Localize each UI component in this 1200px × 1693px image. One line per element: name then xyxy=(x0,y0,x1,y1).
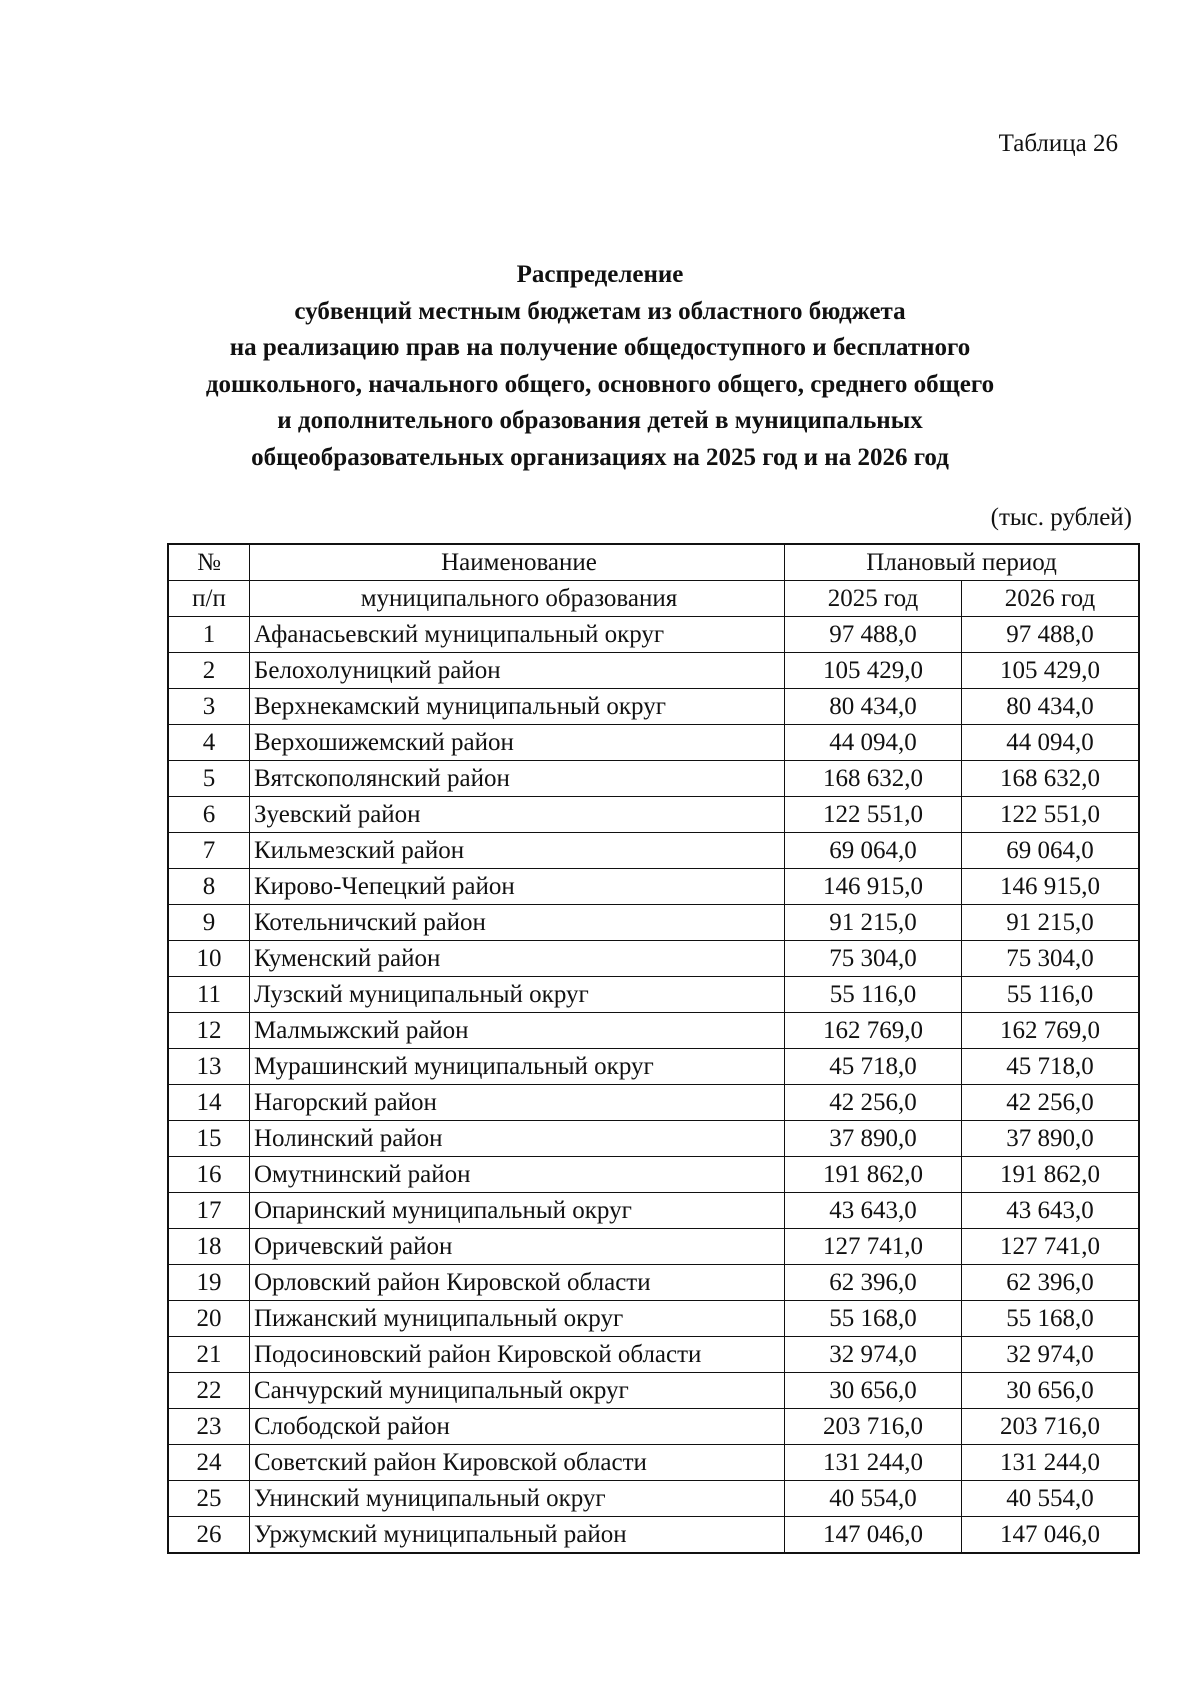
row-number: 17 xyxy=(168,1193,250,1229)
row-municipality-name: Опаринский муниципальный округ xyxy=(250,1193,785,1229)
row-value-2025: 203 716,0 xyxy=(785,1409,962,1445)
row-municipality-name: Унинский муниципальный округ xyxy=(250,1481,785,1517)
row-municipality-name: Пижанский муниципальный округ xyxy=(250,1301,785,1337)
units-label: (тыс. рублей) xyxy=(990,504,1132,531)
row-municipality-name: Уржумский муниципальный район xyxy=(250,1517,785,1554)
table-row xyxy=(168,725,1139,761)
heading-line: субвенций местным бюджетам из областного бюджета xyxy=(294,297,906,325)
header-name-line1: Наименование xyxy=(250,544,785,581)
table-row xyxy=(168,869,1139,905)
table-row xyxy=(168,1085,1139,1121)
row-value-2026: 62 396,0 xyxy=(962,1265,1140,1301)
header-name-line2: муниципального образования xyxy=(250,581,785,617)
table-row xyxy=(168,1337,1139,1373)
table-row xyxy=(168,1193,1139,1229)
row-municipality-name: Орловский район Кировской области xyxy=(250,1265,785,1301)
row-number: 22 xyxy=(168,1373,250,1409)
row-value-2025: 147 046,0 xyxy=(785,1517,962,1554)
row-value-2025: 32 974,0 xyxy=(785,1337,962,1373)
header-year-2026: 2026 год xyxy=(962,581,1140,617)
row-value-2026: 91 215,0 xyxy=(962,905,1140,941)
table-row xyxy=(168,1445,1139,1481)
table-row xyxy=(168,1013,1139,1049)
row-value-2025: 40 554,0 xyxy=(785,1481,962,1517)
row-value-2026: 122 551,0 xyxy=(962,797,1140,833)
row-municipality-name: Омутнинский район xyxy=(250,1157,785,1193)
table-row xyxy=(168,833,1139,869)
row-number: 3 xyxy=(168,689,250,725)
row-municipality-name: Куменский район xyxy=(250,941,785,977)
table-row xyxy=(168,1517,1139,1554)
row-value-2025: 191 862,0 xyxy=(785,1157,962,1193)
row-value-2025: 91 215,0 xyxy=(785,905,962,941)
subvention-table xyxy=(167,543,1140,1554)
row-value-2026: 97 488,0 xyxy=(962,617,1140,653)
row-value-2025: 44 094,0 xyxy=(785,725,962,761)
row-municipality-name: Оричевский район xyxy=(250,1229,785,1265)
row-municipality-name: Нолинский район xyxy=(250,1121,785,1157)
row-value-2025: 146 915,0 xyxy=(785,869,962,905)
table-row xyxy=(168,905,1139,941)
row-value-2026: 69 064,0 xyxy=(962,833,1140,869)
row-municipality-name: Мурашинский муниципальный округ xyxy=(250,1049,785,1085)
row-value-2025: 122 551,0 xyxy=(785,797,962,833)
row-value-2025: 43 643,0 xyxy=(785,1193,962,1229)
row-municipality-name: Слободской район xyxy=(250,1409,785,1445)
row-value-2025: 37 890,0 xyxy=(785,1121,962,1157)
row-number: 11 xyxy=(168,977,250,1013)
row-value-2026: 147 046,0 xyxy=(962,1517,1140,1554)
row-value-2025: 55 116,0 xyxy=(785,977,962,1013)
row-municipality-name: Кирово-Чепецкий район xyxy=(250,869,785,905)
row-value-2025: 75 304,0 xyxy=(785,941,962,977)
row-number: 12 xyxy=(168,1013,250,1049)
row-number: 25 xyxy=(168,1481,250,1517)
row-number: 21 xyxy=(168,1337,250,1373)
row-municipality-name: Вятскополянский район xyxy=(250,761,785,797)
row-value-2026: 75 304,0 xyxy=(962,941,1140,977)
row-value-2025: 168 632,0 xyxy=(785,761,962,797)
row-municipality-name: Котельничский район xyxy=(250,905,785,941)
row-value-2026: 131 244,0 xyxy=(962,1445,1140,1481)
table-row xyxy=(168,1301,1139,1337)
table-header-row xyxy=(168,544,1139,581)
row-municipality-name: Афанасьевский муниципальный округ xyxy=(250,617,785,653)
table-row xyxy=(168,1265,1139,1301)
row-number: 13 xyxy=(168,1049,250,1085)
table-row xyxy=(168,1373,1139,1409)
row-number: 7 xyxy=(168,833,250,869)
row-value-2026: 30 656,0 xyxy=(962,1373,1140,1409)
row-value-2025: 42 256,0 xyxy=(785,1085,962,1121)
row-number: 4 xyxy=(168,725,250,761)
table-row xyxy=(168,1157,1139,1193)
row-value-2026: 44 094,0 xyxy=(962,725,1140,761)
table-row xyxy=(168,1481,1139,1517)
row-value-2026: 37 890,0 xyxy=(962,1121,1140,1157)
row-value-2026: 55 116,0 xyxy=(962,977,1140,1013)
row-number: 9 xyxy=(168,905,250,941)
row-value-2025: 69 064,0 xyxy=(785,833,962,869)
row-municipality-name: Белохолуницкий район xyxy=(250,653,785,689)
table-row xyxy=(168,797,1139,833)
heading-line: дошкольного, начального общего, основного общего, среднего общего xyxy=(205,370,995,398)
row-value-2025: 45 718,0 xyxy=(785,1049,962,1085)
row-number: 23 xyxy=(168,1409,250,1445)
row-municipality-name: Подосиновский район Кировской области xyxy=(250,1337,785,1373)
row-number: 10 xyxy=(168,941,250,977)
row-number: 5 xyxy=(168,761,250,797)
table-row xyxy=(168,653,1139,689)
document-heading xyxy=(0,257,1200,476)
row-value-2026: 32 974,0 xyxy=(962,1337,1140,1373)
row-municipality-name: Верхнекамский муниципальный округ xyxy=(250,689,785,725)
row-value-2026: 43 643,0 xyxy=(962,1193,1140,1229)
row-value-2026: 203 716,0 xyxy=(962,1409,1140,1445)
row-value-2026: 80 434,0 xyxy=(962,689,1140,725)
row-number: 15 xyxy=(168,1121,250,1157)
row-value-2026: 162 769,0 xyxy=(962,1013,1140,1049)
row-value-2026: 146 915,0 xyxy=(962,869,1140,905)
row-value-2026: 40 554,0 xyxy=(962,1481,1140,1517)
heading-line: Распределение xyxy=(516,261,684,288)
row-number: 18 xyxy=(168,1229,250,1265)
table-row xyxy=(168,689,1139,725)
table-row xyxy=(168,1229,1139,1265)
row-number: 8 xyxy=(168,869,250,905)
table-row xyxy=(168,1409,1139,1445)
heading-line: общеобразовательных организациях на 2025 год и на 2026 год xyxy=(251,443,949,471)
row-municipality-name: Зуевский район xyxy=(250,797,785,833)
table-header-row xyxy=(168,581,1139,617)
row-municipality-name: Советский район Кировской области xyxy=(250,1445,785,1481)
row-value-2025: 55 168,0 xyxy=(785,1301,962,1337)
row-value-2025: 131 244,0 xyxy=(785,1445,962,1481)
row-value-2025: 80 434,0 xyxy=(785,689,962,725)
row-municipality-name: Санчурский муниципальный округ xyxy=(250,1373,785,1409)
row-number: 20 xyxy=(168,1301,250,1337)
row-number: 14 xyxy=(168,1085,250,1121)
table-row xyxy=(168,941,1139,977)
row-value-2026: 191 862,0 xyxy=(962,1157,1140,1193)
row-value-2025: 62 396,0 xyxy=(785,1265,962,1301)
table-row xyxy=(168,1121,1139,1157)
row-number: 1 xyxy=(168,617,250,653)
table-row xyxy=(168,1049,1139,1085)
row-value-2025: 97 488,0 xyxy=(785,617,962,653)
header-num-line2: п/п xyxy=(168,581,250,617)
row-municipality-name: Нагорский район xyxy=(250,1085,785,1121)
table-row xyxy=(168,977,1139,1013)
row-value-2026: 127 741,0 xyxy=(962,1229,1140,1265)
row-number: 19 xyxy=(168,1265,250,1301)
row-value-2026: 168 632,0 xyxy=(962,761,1140,797)
row-value-2026: 45 718,0 xyxy=(962,1049,1140,1085)
table-body xyxy=(168,617,1139,1554)
row-value-2025: 105 429,0 xyxy=(785,653,962,689)
row-number: 26 xyxy=(168,1517,250,1554)
row-value-2026: 55 168,0 xyxy=(962,1301,1140,1337)
table-row xyxy=(168,617,1139,653)
row-municipality-name: Малмыжский район xyxy=(250,1013,785,1049)
row-value-2025: 127 741,0 xyxy=(785,1229,962,1265)
heading-line: и дополнительного образования детей в муниципальных xyxy=(277,407,923,434)
row-value-2025: 30 656,0 xyxy=(785,1373,962,1409)
row-municipality-name: Верхошижемский район xyxy=(250,725,785,761)
row-value-2025: 162 769,0 xyxy=(785,1013,962,1049)
header-num-line1: № xyxy=(168,544,250,581)
row-number: 6 xyxy=(168,797,250,833)
row-municipality-name: Кильмезский район xyxy=(250,833,785,869)
row-value-2026: 42 256,0 xyxy=(962,1085,1140,1121)
table-row xyxy=(168,761,1139,797)
row-number: 24 xyxy=(168,1445,250,1481)
header-period: Плановый период xyxy=(785,544,1140,581)
row-value-2026: 105 429,0 xyxy=(962,653,1140,689)
header-year-2025: 2025 год xyxy=(785,581,962,617)
row-number: 16 xyxy=(168,1157,250,1193)
heading-line: на реализацию прав на получение общедоступного и бесплатного xyxy=(229,334,971,361)
row-number: 2 xyxy=(168,653,250,689)
table-number-label: Таблица 26 xyxy=(998,130,1118,157)
row-municipality-name: Лузский муниципальный округ xyxy=(250,977,785,1013)
